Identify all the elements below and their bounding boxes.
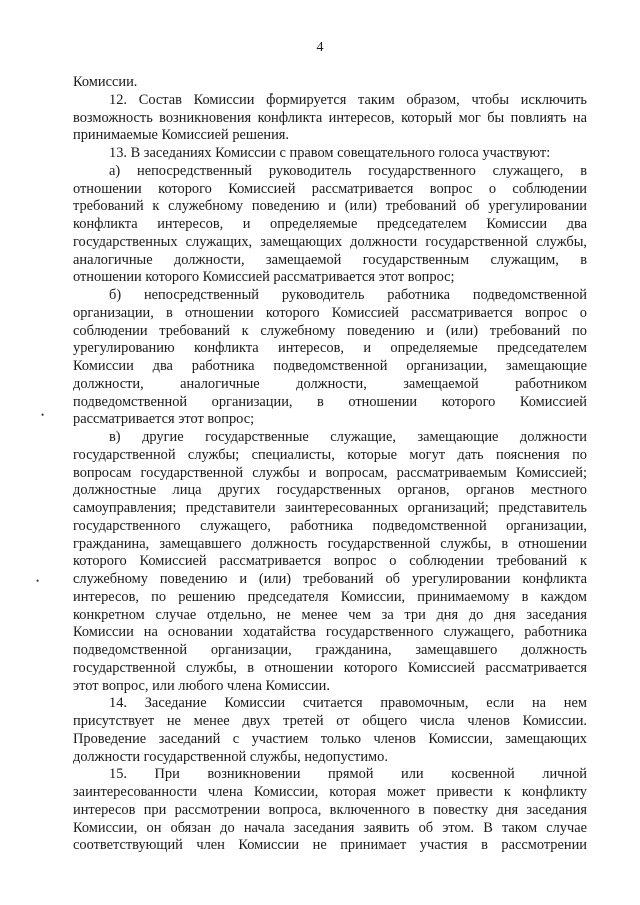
text-line: заинтересованности члена Комиссии, которая может привести к конфликту	[73, 784, 587, 800]
text-line: соответствующий член Комиссии не принимает участия в рассмотрении	[73, 837, 587, 854]
text-line: б) непосредственный руководитель работника подведомственной	[109, 287, 587, 303]
text-line: Комиссии.	[73, 74, 138, 90]
text-line: отношении которого Комиссией рассматривается вопрос о соблюдении	[73, 180, 587, 197]
text-line: урегулированию конфликта интересов, и определяемые председателем	[73, 340, 587, 357]
text-line: конкретном случае отдельно, не менее чем за три дня до дня заседания	[73, 606, 587, 623]
text-line: Проведение заседаний с участием только членов Комиссии, замещающих	[73, 730, 587, 747]
text-line: присутствует не менее двух третей от общего числа членов Комиссии.	[73, 713, 587, 729]
text-line: должности, аналогичные должности, замещаемой работником	[73, 375, 587, 392]
text-line: 12. Состав Комиссии формируется таким образом, чтобы исключить	[109, 91, 587, 108]
text-line: в) другие государственные служащие, замещающие должности	[109, 429, 587, 445]
text-line: соблюдении требований к служебному поведению и (или) требований по	[73, 322, 587, 339]
text-line: аналогичные должности, замещаемой государственным служащим, в	[73, 251, 587, 268]
margin-mark: •	[36, 576, 40, 586]
text-line: служебному поведению и (или) требований об урегулировании конфликта	[73, 571, 587, 587]
text-line: 13. В заседаниях Комиссии с правом совещательного голоса участвуют:	[109, 145, 551, 161]
text-line: отношении которого Комиссией рассматривается этот вопрос;	[73, 269, 455, 286]
text-line: государственной службы; специалисты, которые могут дать пояснения по	[73, 446, 587, 463]
text-line: Комиссии два работника подведомственной организации, замещающие	[73, 358, 587, 374]
text-line: 15. При возникновении прямой или косвенной личной	[109, 766, 587, 783]
text-line: возможность возникновения конфликта интересов, который мог бы повлиять на	[73, 109, 587, 126]
text-line: Комиссии, он обязан до начала заседания заявить об этом. В таком случае	[73, 819, 587, 836]
page-number: 4	[316, 40, 324, 55]
text-line: организации, в отношении которого Комиссией рассматривается вопрос о	[73, 304, 587, 321]
text-line: государственной службы, в отношении которого Комиссией рассматривается	[73, 659, 587, 676]
text-line: должности государственной службы, недопустимо.	[73, 748, 388, 765]
text-line: принимаемые Комиссией решения.	[73, 127, 289, 144]
text-line: государственного служащего, работника подведомственной организации,	[73, 517, 587, 534]
text-line: подведомственной организации, в отношении которого Комиссией	[73, 393, 587, 410]
text-line: государственных служащих, замещающих должности государственной службы,	[73, 233, 587, 250]
text-line: интересов, по решению председателя Комиссии, принимаемому в каждом	[73, 588, 587, 605]
text-line: подведомственной организации, гражданина, замещавшего должность	[73, 642, 587, 658]
text-line: конфликта интересов, и определяемые председателем Комиссии два	[73, 216, 587, 232]
text-line: требований к служебному поведению и (или) требований об урегулировании	[73, 198, 587, 215]
text-line: интересов при рассмотрении вопроса, включенного в повестку дня заседания	[73, 801, 587, 818]
text-line: Комиссии на основании ходатайства государственного служащего, работника	[73, 624, 587, 641]
text-line: которого Комиссией рассматривается вопрос о соблюдении требований к	[73, 553, 587, 570]
margin-mark: •	[41, 410, 45, 420]
text-line: этот вопрос, или любого члена Комиссии.	[73, 677, 330, 694]
text-line: а) непосредственный руководитель государственного служащего, в	[109, 162, 587, 179]
text-line: 14. Заседание Комиссии считается правомочным, если на нем	[109, 695, 587, 712]
body-text	[73, 74, 587, 855]
text-line: гражданина, замещавшего должность государственной службы, в отношении	[73, 535, 587, 552]
text-line: должностные лица других государственных органов, органов местного	[73, 482, 587, 499]
text-line: самоуправления; представители заинтересованных организаций; представитель	[73, 500, 587, 516]
text-line: рассматривается этот вопрос;	[73, 411, 255, 428]
text-line: вопросам государственной службы и вопросам, рассматриваемым Комиссией;	[73, 464, 587, 481]
